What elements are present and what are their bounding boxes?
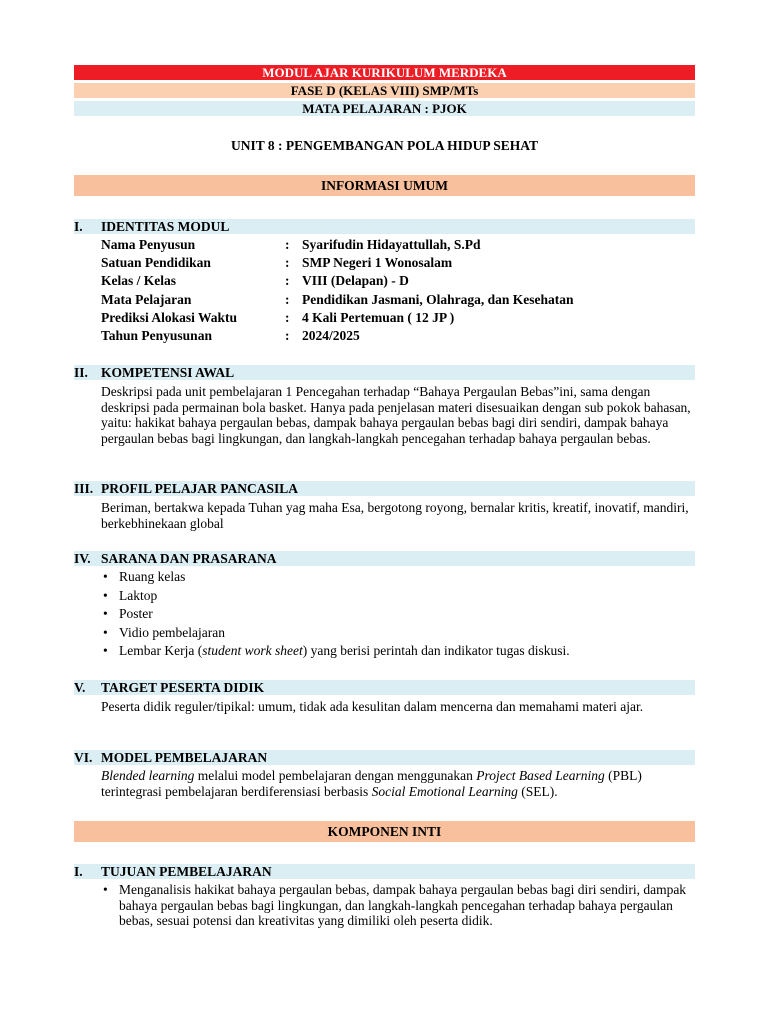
identity-row <box>101 272 695 290</box>
section-number: I. <box>74 864 83 879</box>
komponen-inti-heading: KOMPONEN INTI <box>74 821 695 842</box>
identity-value: SMP Negeri 1 Wonosalam <box>302 255 453 270</box>
section-title: PROFIL PELAJAR PANCASILA <box>101 481 299 496</box>
model-text-part: (PBL) terintegrasi pembelajaran berdiferensiasi berbasis <box>101 768 642 799</box>
identity-label: Nama Penyusun <box>101 237 196 252</box>
identity-colon: : <box>285 255 290 270</box>
identity-row <box>101 309 695 327</box>
informasi-umum-heading: INFORMASI UMUM <box>74 175 695 196</box>
identity-row <box>101 236 695 254</box>
list-item <box>101 605 695 624</box>
section-title: SARANA DAN PRASARANA <box>101 551 277 566</box>
section-title: TARGET PESERTA DIDIK <box>101 680 265 695</box>
section-number: II. <box>74 365 88 380</box>
identity-value: Syarifudin Hidayattullah, S.Pd <box>302 237 481 252</box>
model-italic-term: Blended learning <box>101 768 195 783</box>
section-identitas-heading <box>74 219 695 234</box>
kompetensi-text: Deskripsi pada unit pembelajaran 1 Pencegahan terhadap “Bahaya Pergaulan Bebas”ini, sama dengan deskripsi pada permainan bola basket. Hanya pada penjelasan materi disesuaikan dengan sub pokok bahasan, yaitu: hakikat bahaya pergaulan bebas, dampak bahaya pergaulan bebas bagi diri sendiri, dampak bahaya pergaulan bebas bagi lingkungan, dan langkah-langkah pencegahan terhadap bahaya pergaulan bebas. <box>101 384 691 446</box>
identity-label: Kelas / Kelas <box>101 273 176 288</box>
model-text <box>101 768 695 799</box>
profil-text: Beriman, bertakwa kepada Tuhan yag maha Esa, bergotong royong, bernalar kritis, kreatif, inovatif, mandiri, berkebhinekaan global <box>101 500 689 531</box>
section-profil-heading <box>74 481 695 496</box>
identity-label: Prediksi Alokasi Waktu <box>101 310 238 325</box>
module-title-band: MODUL AJAR KURIKULUM MERDEKA <box>74 65 695 80</box>
identity-colon: : <box>285 292 290 307</box>
model-text-part: melalui model pembelajaran dengan menggunakan <box>194 768 477 783</box>
section-kompetensi-heading <box>74 365 695 380</box>
identity-value: VIII (Delapan) - D <box>302 273 409 288</box>
section-number: III. <box>74 481 94 496</box>
section-title: KOMPETENSI AWAL <box>101 365 235 380</box>
identity-label: Mata Pelajaran <box>101 292 192 307</box>
model-italic-term: Project Based Learning <box>476 768 605 783</box>
list-item-text: Ruang kelas <box>119 569 186 584</box>
list-item-text-italic: student work sheet <box>202 643 303 658</box>
identity-colon: : <box>285 310 290 325</box>
identity-colon: : <box>285 237 290 252</box>
identity-label: Satuan Pendidikan <box>101 255 211 270</box>
list-item-text: Poster <box>119 606 153 621</box>
section-number: V. <box>74 680 86 695</box>
list-item <box>101 568 695 587</box>
identity-colon: : <box>285 273 290 288</box>
identity-row <box>101 327 695 345</box>
phase-band: FASE D (KELAS VIII) SMP/MTs <box>74 83 695 98</box>
section-title: MODEL PEMBELAJARAN <box>101 750 268 765</box>
subject-band: MATA PELAJARAN : PJOK <box>74 101 695 116</box>
section-title: TUJUAN PEMBELAJARAN <box>101 864 272 879</box>
identity-value: 4 Kali Pertemuan ( 12 JP ) <box>302 310 455 325</box>
section-model-heading <box>74 750 695 765</box>
identity-row <box>101 254 695 272</box>
bullet-icon: • <box>103 587 108 603</box>
tujuan-list <box>101 882 695 929</box>
identity-value: 2024/2025 <box>302 328 360 343</box>
section-number: I. <box>74 219 83 234</box>
section-title: IDENTITAS MODUL <box>101 219 230 234</box>
section-target-heading <box>74 680 695 695</box>
list-item <box>101 882 695 929</box>
list-item <box>101 587 695 606</box>
list-item-text-pre: Lembar Kerja ( <box>119 643 203 658</box>
section-sarana-heading <box>74 551 695 566</box>
target-text: Peserta didik reguler/tipikal: umum, tidak ada kesulitan dalam mencerna dan memahami materi ajar. <box>101 699 644 714</box>
model-italic-term: Social Emotional Learning <box>371 783 518 799</box>
bullet-icon: • <box>103 606 108 621</box>
list-item <box>101 642 695 661</box>
identity-colon: : <box>285 328 290 343</box>
section-number: VI. <box>74 750 93 765</box>
bullet-icon: • <box>103 643 108 658</box>
sarana-list <box>101 568 695 661</box>
identity-row <box>101 291 695 309</box>
identity-value: Pendidikan Jasmani, Olahraga, dan Kesehatan <box>302 292 574 307</box>
list-item-text: Laktop <box>119 587 158 603</box>
list-item-text-post: ) yang berisi perintah dan indikator tugas diskusi. <box>302 643 570 658</box>
bullet-icon: • <box>103 624 108 640</box>
list-item <box>101 624 695 643</box>
list-item-text: Vidio pembelajaran <box>119 624 226 640</box>
list-item-text: Menganalisis hakikat bahaya pergaulan bebas, dampak bahaya pergaulan bebas bagi diri sendiri, dampak bahaya pergaulan bebas bagi lingkungan, dan langkah-langkah pencegahan terhadap bahaya pergaulan bebas, sesuai potensi dan kreativitas yang dimiliki oleh peserta didik. <box>119 882 687 928</box>
bullet-icon: • <box>103 569 108 584</box>
unit-title: UNIT 8 : PENGEMBANGAN POLA HIDUP SEHAT <box>230 138 539 153</box>
section-tujuan-heading <box>74 864 695 879</box>
bullet-icon: • <box>103 882 108 897</box>
section-number: IV. <box>74 551 91 566</box>
identity-label: Tahun Penyusunan <box>101 328 212 343</box>
model-text-part: (SEL). <box>517 783 558 799</box>
